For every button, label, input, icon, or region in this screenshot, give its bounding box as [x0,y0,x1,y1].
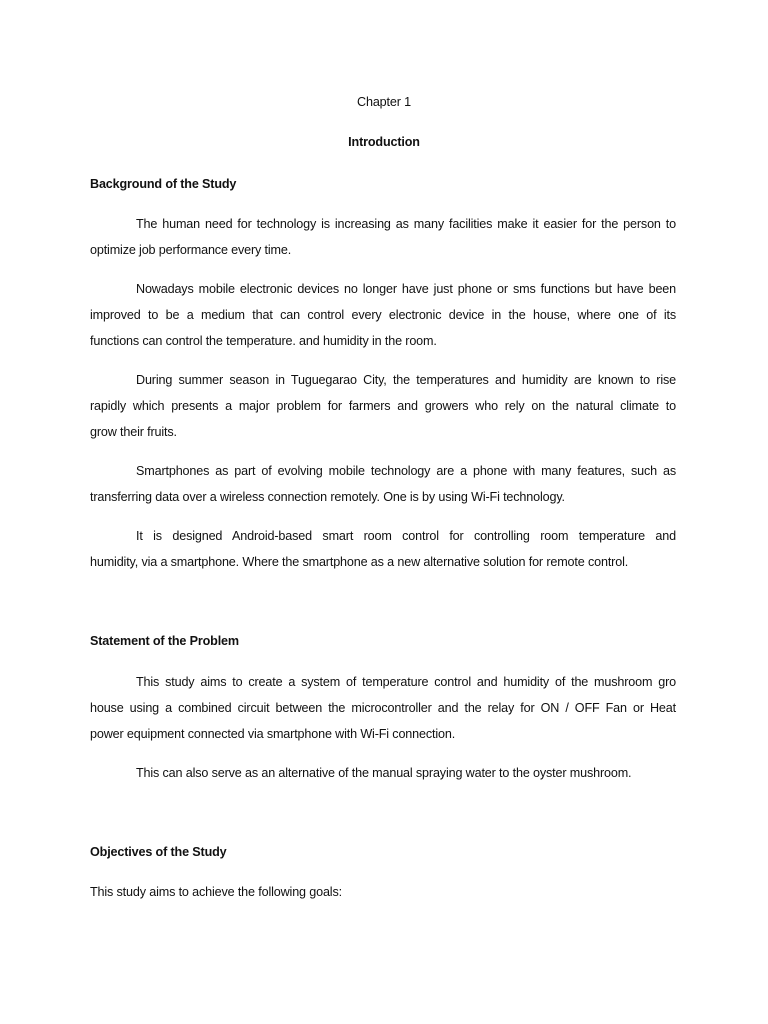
section-heading-objectives: Objectives of the Study [90,845,227,859]
background-p2-line2: improved to be a medium that can control every electronic device in the house, where one of its [90,308,676,322]
background-p3-line2: rapidly which presents a major problem for farmers and growers who rely on the natural climate to [90,399,676,413]
problem-p1-line2: house using a combined circuit between the microcontroller and the relay for ON / OFF Fan or Heat [90,701,676,715]
section-heading-problem: Statement of the Problem [90,634,239,648]
background-p3-line1: During summer season in Tuguegarao City, the temperatures and humidity are known to rise [136,373,676,387]
problem-p1-line3: power equipment connected via smartphone with Wi-Fi connection. [90,727,456,741]
background-p2-line1: Nowadays mobile electronic devices no longer have just phone or sms functions but have been [136,282,676,296]
problem-p1-line1: This study aims to create a system of temperature control and humidity of the mushroom gro [136,675,676,689]
background-p5-line2: humidity, via a smartphone. Where the smartphone as a new alternative solution for remote control. [90,555,629,569]
chapter-label: Chapter 1 [357,95,411,109]
section-heading-background: Background of the Study [90,177,237,191]
background-p4-line2: transferring data over a wireless connection remotely. One is by using Wi-Fi technology. [90,490,565,504]
background-p5-line1: It is designed Android-based smart room control for controlling room temperature and [136,529,676,543]
background-p1-line2: optimize job performance every time. [90,243,292,257]
objectives-intro: This study aims to achieve the following goals: [90,885,342,899]
chapter-title: Introduction [348,135,420,149]
background-p2-line3: functions can control the temperature. and humidity in the room. [90,334,437,348]
background-p1-line1: The human need for technology is increasing as many facilities make it easier for the person to [136,217,676,231]
problem-p2-line1: This can also serve as an alternative of the manual spraying water to the oyster mushroom. [136,766,632,780]
background-p3-line3: grow their fruits. [90,425,177,439]
background-p4-line1: Smartphones as part of evolving mobile technology are a phone with many features, such as [136,464,676,478]
